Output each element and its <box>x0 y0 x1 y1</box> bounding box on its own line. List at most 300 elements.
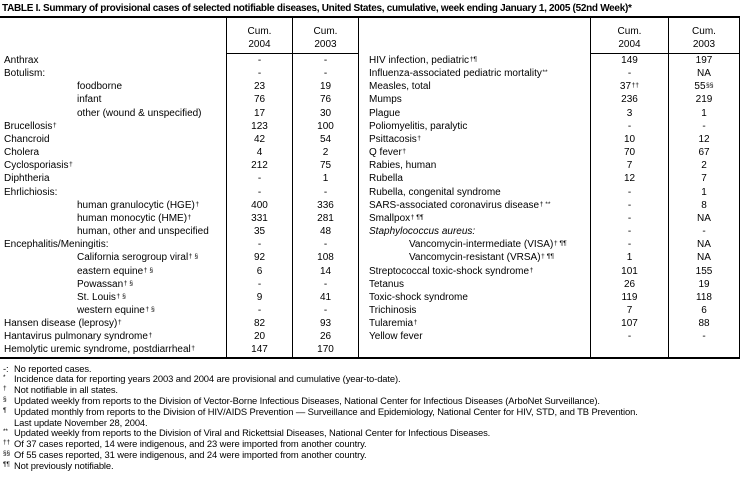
footnote-marker: ¶¶ <box>3 460 10 468</box>
year-label: 2003 <box>692 38 716 50</box>
case-count-text: - <box>627 226 632 238</box>
case-count-text: 48 <box>319 226 332 238</box>
case-count-text: - <box>627 68 632 80</box>
case-count-text: 219 <box>695 94 713 106</box>
disease-name-text: Cholera <box>4 147 40 159</box>
case-count-text: 149 <box>621 55 638 66</box>
case-count-text: - <box>323 304 328 316</box>
case-count-text: - <box>702 331 706 343</box>
cum-2004-value <box>590 212 668 225</box>
case-count-text: 37 <box>619 81 632 93</box>
cum-2003-value <box>668 146 739 159</box>
footnote-text: Updated weekly from reports to the Division of Vector-Borne Infectious Diseases, National Center for Infectious Diseases (ArboNet Surveillance). <box>14 394 600 406</box>
case-count-text: 3 <box>626 107 633 119</box>
case-count-text: 12 <box>698 133 710 145</box>
footnote-marker: † <box>3 385 7 393</box>
footnote-marker-superscript: † § <box>116 292 126 300</box>
cum-2004-value <box>226 212 292 225</box>
table-left-half <box>0 18 358 357</box>
disease-name-text: Diphtheria <box>4 173 50 185</box>
case-count-text: 118 <box>696 291 712 303</box>
disease-name-text: Poliomyelitis, paralytic <box>369 120 468 132</box>
case-count-text: 70 <box>623 147 636 159</box>
disease-label <box>0 172 226 185</box>
case-count-text: - <box>257 68 262 80</box>
cum-2003-value <box>668 251 739 264</box>
cum-2004-value <box>590 133 668 146</box>
case-count-text: 6 <box>256 265 263 277</box>
disease-label <box>359 291 590 304</box>
case-count-text: 197 <box>695 55 713 66</box>
disease-name-text: Plague <box>369 107 401 119</box>
disease-name-text: Vancomycin-intermediate (VISA) <box>409 239 554 251</box>
disease-name-text: Hantavirus pulmonary syndrome <box>4 331 148 343</box>
case-count-text: 170 <box>317 344 334 356</box>
case-count-text: 1 <box>626 252 633 264</box>
footnote-marker-superscript: † <box>413 319 418 327</box>
cum-2003-value <box>292 317 358 330</box>
disease-name-text: SARS-associated coronavirus disease <box>369 199 540 211</box>
case-count-text: 107 <box>621 318 638 330</box>
case-count-text: - <box>257 173 262 185</box>
footnote-marker: ¶ <box>3 406 7 414</box>
case-count-text: 67 <box>698 147 710 159</box>
left-col-header-cum-2003 <box>292 18 358 54</box>
disease-label <box>0 304 226 317</box>
footnote-marker: ** <box>3 428 8 436</box>
footnote-text: Not previously notifiable. <box>14 459 114 471</box>
cum-2004-value <box>590 107 668 120</box>
disease-label <box>359 186 590 199</box>
case-count-text: - <box>257 239 262 251</box>
footnote-marker-superscript: † ¶¶ <box>410 213 424 221</box>
footnote-text: Of 37 cases reported, 14 were indigenous, and 23 were imported from another country. <box>14 438 367 450</box>
cum-2004-value <box>226 93 292 106</box>
footnote-marker-superscript: † <box>148 332 153 340</box>
disease-name-text: western equine <box>77 304 145 316</box>
cum-2003-value <box>292 238 358 251</box>
case-count-text: NA <box>697 239 711 251</box>
case-count-text: 400 <box>251 199 268 211</box>
disease-label <box>0 159 226 172</box>
case-count-text: 88 <box>698 318 710 330</box>
cum-label: Cum. <box>692 26 716 37</box>
footnote-marker-superscript: †† <box>631 82 640 90</box>
cum-2004-value <box>590 67 668 80</box>
cum-2004-value <box>226 199 292 212</box>
cum-2003-value <box>292 291 358 304</box>
footnote-marker-superscript: † § <box>145 305 155 313</box>
disease-label <box>0 343 226 356</box>
case-count-text: NA <box>697 252 711 264</box>
case-count-text: 10 <box>623 133 636 145</box>
disease-name-text: human monocytic (HME) <box>77 212 188 224</box>
footnote-marker-superscript: † ** <box>539 200 551 208</box>
case-count-text: - <box>257 304 262 316</box>
case-count-text: 119 <box>621 291 638 303</box>
case-count-text: 7 <box>626 304 633 316</box>
disease-name-text: Rabies, human <box>369 160 437 172</box>
cum-2003-value <box>292 172 358 185</box>
disease-label <box>0 146 226 159</box>
disease-label <box>359 225 590 238</box>
case-count-text: - <box>627 186 632 198</box>
case-count-text: - <box>323 68 328 80</box>
cum-2003-value <box>292 343 358 356</box>
cum-2003-value <box>668 93 739 106</box>
disease-name-text: Streptococcal toxic-shock syndrome <box>369 265 530 277</box>
case-count-text: 336 <box>317 199 334 211</box>
case-count-text: - <box>323 55 328 66</box>
disease-name-text: Trichinosis <box>369 304 417 316</box>
disease-name-text: Q fever <box>369 147 402 159</box>
disease-label <box>359 107 590 120</box>
footnote-marker-superscript: † <box>191 345 196 353</box>
footnote-text: Of 55 cases reported, 31 were indigenous, and 24 were imported from another country. <box>14 448 367 460</box>
case-count-text: - <box>702 226 706 238</box>
case-count-text: - <box>257 278 262 290</box>
case-count-text: NA <box>697 68 711 80</box>
cum-2003-value <box>292 93 358 106</box>
case-count-text: 108 <box>317 252 334 264</box>
cum-2004-value <box>226 265 292 278</box>
cum-2003-value <box>668 317 739 330</box>
cum-2004-value <box>590 93 668 106</box>
case-count-text: 212 <box>251 160 268 172</box>
case-count-text: - <box>627 239 632 251</box>
cum-2003-value <box>292 120 358 133</box>
disease-label <box>359 212 590 225</box>
footnote-marker-superscript: † <box>417 134 422 142</box>
disease-label <box>359 80 590 93</box>
cum-2003-value <box>668 159 739 172</box>
disease-name-text: Mumps <box>369 94 402 106</box>
case-count-text: 19 <box>319 81 332 93</box>
case-count-text: - <box>627 120 632 132</box>
case-count-text: 30 <box>319 107 332 119</box>
cum-2003-value <box>668 133 739 146</box>
cum-2003-value <box>668 343 739 356</box>
cum-2003-value <box>292 159 358 172</box>
cum-2003-value <box>668 54 739 67</box>
cum-2003-value <box>668 172 739 185</box>
disease-label <box>359 93 590 106</box>
cum-2004-value <box>226 186 292 199</box>
footnote-marker-superscript: †¶ <box>469 56 477 63</box>
disease-name-text: Brucellosis <box>4 120 53 132</box>
notifiable-diseases-table <box>0 16 740 359</box>
case-count-text: 281 <box>317 212 334 224</box>
cum-2003-value <box>292 67 358 80</box>
cum-2003-value <box>668 238 739 251</box>
footnote-line <box>3 450 740 461</box>
cum-2004-value <box>226 238 292 251</box>
case-count-text: 236 <box>621 94 638 106</box>
cum-2004-value <box>226 291 292 304</box>
case-count-text: 6 <box>701 304 707 316</box>
disease-name-text: infant <box>77 94 102 106</box>
page-title: TABLE I. Summary of provisional cases of selected notifiable diseases, United States, cumulative, week ending January 1, 2005 (52nd Week)* <box>2 3 632 14</box>
case-count-text: - <box>627 199 632 211</box>
footnote-marker: * <box>3 374 6 382</box>
disease-label <box>0 251 226 264</box>
disease-label <box>359 317 590 330</box>
disease-name-text: human granulocytic (HGE) <box>77 199 195 211</box>
cum-2003-value <box>292 225 358 238</box>
footnote-marker: § <box>3 395 7 403</box>
case-count-text: 54 <box>319 133 332 145</box>
case-count-text: 101 <box>621 265 638 277</box>
disease-name-text: Tetanus <box>369 278 405 290</box>
cum-2004-value <box>590 291 668 304</box>
cum-2003-value <box>668 278 739 291</box>
disease-name-text: Powassan <box>77 278 124 290</box>
disease-name-text: Encephalitis/Meningitis: <box>4 239 109 251</box>
disease-label <box>359 172 590 185</box>
footnote-text: Incidence data for reporting years 2003 and 2004 are provisional and cumulative (year-to-date). <box>14 373 401 385</box>
cum-2003-value <box>668 80 739 93</box>
case-count-text: 12 <box>623 173 636 185</box>
cum-2004-value <box>226 67 292 80</box>
disease-name-text: Psittacosis <box>369 133 417 145</box>
footnote-marker-superscript: † § <box>143 266 154 274</box>
footnote-marker-superscript: † <box>402 148 407 156</box>
disease-name-text: Cyclosporiasis <box>4 160 69 172</box>
case-count-text: - <box>627 212 632 224</box>
year-label: 2004 <box>248 38 271 50</box>
disease-name-text: Measles, total <box>369 81 431 93</box>
cum-2004-value <box>226 146 292 159</box>
footnote-marker-superscript: † <box>117 319 122 327</box>
cum-label: Cum. <box>247 26 272 37</box>
case-count-text: 92 <box>253 252 266 264</box>
cum-2004-value <box>590 238 668 251</box>
footnote-text: Last update November 28, 2004. <box>14 416 148 428</box>
disease-label <box>359 54 590 67</box>
disease-name-text: Toxic-shock syndrome <box>369 291 468 303</box>
disease-label <box>0 291 226 304</box>
cum-2004-value <box>226 278 292 291</box>
footnote-marker-superscript: † ¶¶ <box>541 253 555 261</box>
cum-label: Cum. <box>617 26 642 37</box>
cum-2004-value <box>226 107 292 120</box>
case-count-text: 55 <box>694 81 706 93</box>
cum-2004-value <box>590 186 668 199</box>
cum-2004-value <box>226 225 292 238</box>
disease-label <box>359 330 590 343</box>
cum-2003-value <box>292 265 358 278</box>
cum-2003-value <box>668 265 739 278</box>
disease-name-text: Rubella <box>369 173 403 185</box>
disease-label <box>0 238 226 251</box>
table-right-half <box>358 18 740 357</box>
disease-label <box>0 199 226 212</box>
disease-name-text: other (wound & unspecified) <box>77 107 202 119</box>
case-count-text: - <box>627 331 632 343</box>
case-count-text: 82 <box>253 318 266 330</box>
cum-2004-value <box>590 225 668 238</box>
case-count-text: - <box>257 55 262 66</box>
cum-2003-value <box>292 146 358 159</box>
disease-name-text: human, other and unspecified <box>77 226 209 238</box>
disease-label <box>0 212 226 225</box>
cum-2004-value <box>226 251 292 264</box>
footnote-marker-superscript: §§ <box>706 82 714 90</box>
cum-2003-value <box>668 199 739 212</box>
cum-2004-value <box>590 80 668 93</box>
cum-2003-value <box>292 186 358 199</box>
disease-name-text: HIV infection, pediatric <box>369 55 470 66</box>
disease-name-text: Tularemia <box>369 318 414 330</box>
cum-label: Cum. <box>313 26 338 37</box>
case-count-text: 17 <box>253 107 266 119</box>
case-count-text: - <box>323 239 328 251</box>
disease-label <box>359 120 590 133</box>
right-label-header <box>359 18 590 54</box>
footnote-marker-superscript: † § <box>123 279 134 287</box>
cum-2003-value <box>668 107 739 120</box>
disease-name-text: foodborne <box>77 81 123 93</box>
left-label-header <box>0 18 226 54</box>
cum-2004-value <box>226 120 292 133</box>
disease-label <box>0 120 226 133</box>
case-count-text: 93 <box>319 318 332 330</box>
disease-name-text: Rubella, congenital syndrome <box>369 186 501 198</box>
disease-label <box>0 93 226 106</box>
cum-2003-value <box>292 330 358 343</box>
cum-2003-value <box>292 199 358 212</box>
case-count-text: - <box>702 120 706 132</box>
disease-label <box>0 265 226 278</box>
case-count-text: 20 <box>253 331 266 343</box>
case-count-text: 2 <box>322 147 329 159</box>
disease-name-text: Hansen disease (leprosy) <box>4 318 118 330</box>
cum-2003-value <box>668 186 739 199</box>
disease-label <box>359 343 590 356</box>
disease-name-text: Botulism: <box>4 68 46 80</box>
case-count-text: 76 <box>253 94 266 106</box>
disease-name-text: Influenza-associated pediatric mortality <box>369 68 542 80</box>
footnote-marker: §§ <box>3 449 11 457</box>
cum-2004-value <box>590 54 668 67</box>
cum-2003-value <box>668 304 739 317</box>
footnote-marker-superscript: † <box>195 200 200 208</box>
disease-label <box>0 278 226 291</box>
case-count-text: 42 <box>253 133 266 145</box>
disease-name-text: Smallpox <box>369 212 411 224</box>
disease-label <box>0 107 226 120</box>
case-count-text: 23 <box>253 81 266 93</box>
disease-name-text: Vancomycin-resistant (VRSA) <box>409 252 541 264</box>
footnote-marker-superscript: † <box>68 161 73 169</box>
disease-name-text: Anthrax <box>4 55 39 66</box>
case-count-text: 147 <box>251 344 268 356</box>
cum-2004-value <box>226 172 292 185</box>
footnote-text: No reported cases. <box>14 362 92 374</box>
footnote-marker: †† <box>3 439 11 447</box>
footnote-line <box>3 461 740 472</box>
cum-2004-value <box>226 80 292 93</box>
right-col-header-cum-2004 <box>590 18 668 54</box>
left-col-header-cum-2004 <box>226 18 292 54</box>
cum-2003-value <box>668 120 739 133</box>
case-count-text: 123 <box>251 120 268 132</box>
case-count-text: NA <box>697 212 711 224</box>
cum-2003-value <box>668 225 739 238</box>
footnotes-block <box>0 359 740 472</box>
year-label: 2003 <box>314 38 337 50</box>
footnote-marker-superscript: † <box>52 121 57 129</box>
cum-2004-value <box>226 133 292 146</box>
disease-name-text: Chancroid <box>4 133 50 145</box>
cum-2004-value <box>226 54 292 67</box>
cum-2004-value <box>590 199 668 212</box>
cum-2003-value <box>292 133 358 146</box>
case-count-text: 19 <box>698 278 710 290</box>
right-col-header-cum-2003 <box>668 18 739 54</box>
cum-2003-value <box>668 67 739 80</box>
disease-label <box>359 251 590 264</box>
disease-name-text: Yellow fever <box>369 331 423 343</box>
cum-2003-value <box>668 212 739 225</box>
disease-name-text: Hemolytic uremic syndrome, postdiarrheal <box>4 344 191 356</box>
disease-label <box>359 265 590 278</box>
case-count-text: 155 <box>695 265 713 277</box>
case-count-text: 7 <box>626 160 633 172</box>
cum-2004-value <box>590 120 668 133</box>
case-count-text: 100 <box>317 120 334 132</box>
cum-2003-value <box>292 278 358 291</box>
disease-label <box>359 159 590 172</box>
disease-label <box>0 317 226 330</box>
case-count-text: 35 <box>253 226 266 238</box>
footnote-text: Updated monthly from reports to the Division of HIV/AIDS Prevention — Surveillance and Epidemiology, National Center for HIV, STD, and TB Prevention. <box>14 405 638 417</box>
year-label: 2004 <box>618 38 641 50</box>
disease-name-text: Ehrlichiosis: <box>4 186 58 198</box>
cum-2003-value <box>292 107 358 120</box>
disease-label <box>0 330 226 343</box>
disease-name-text: California serogroup viral <box>77 252 189 264</box>
cum-2004-value <box>226 330 292 343</box>
footnote-marker-superscript: ** <box>542 69 548 77</box>
disease-label <box>359 238 590 251</box>
case-count-text: 1 <box>322 173 329 185</box>
disease-label <box>359 304 590 317</box>
case-count-text: 76 <box>319 94 332 106</box>
disease-label <box>0 225 226 238</box>
cum-2004-value <box>590 343 668 356</box>
footnote-marker-superscript: † § <box>188 253 199 261</box>
disease-label <box>0 80 226 93</box>
footnote-marker: -: <box>3 362 9 374</box>
cum-2004-value <box>590 278 668 291</box>
cum-2003-value <box>292 251 358 264</box>
disease-label <box>0 54 226 67</box>
cum-2004-value <box>226 317 292 330</box>
cum-2003-value <box>668 291 739 304</box>
disease-label <box>359 146 590 159</box>
case-count-text: 2 <box>701 160 707 172</box>
case-count-text: 1 <box>701 186 707 198</box>
case-count-text: 9 <box>256 291 263 303</box>
cum-2004-value <box>590 317 668 330</box>
disease-name-text: eastern equine <box>77 265 144 277</box>
disease-name-text: St. Louis <box>77 291 116 303</box>
footnote-marker-superscript: † <box>529 266 534 274</box>
disease-name-text: Staphylococcus aureus: <box>369 226 476 238</box>
case-count-text: 4 <box>256 147 263 159</box>
cum-2004-value <box>590 172 668 185</box>
